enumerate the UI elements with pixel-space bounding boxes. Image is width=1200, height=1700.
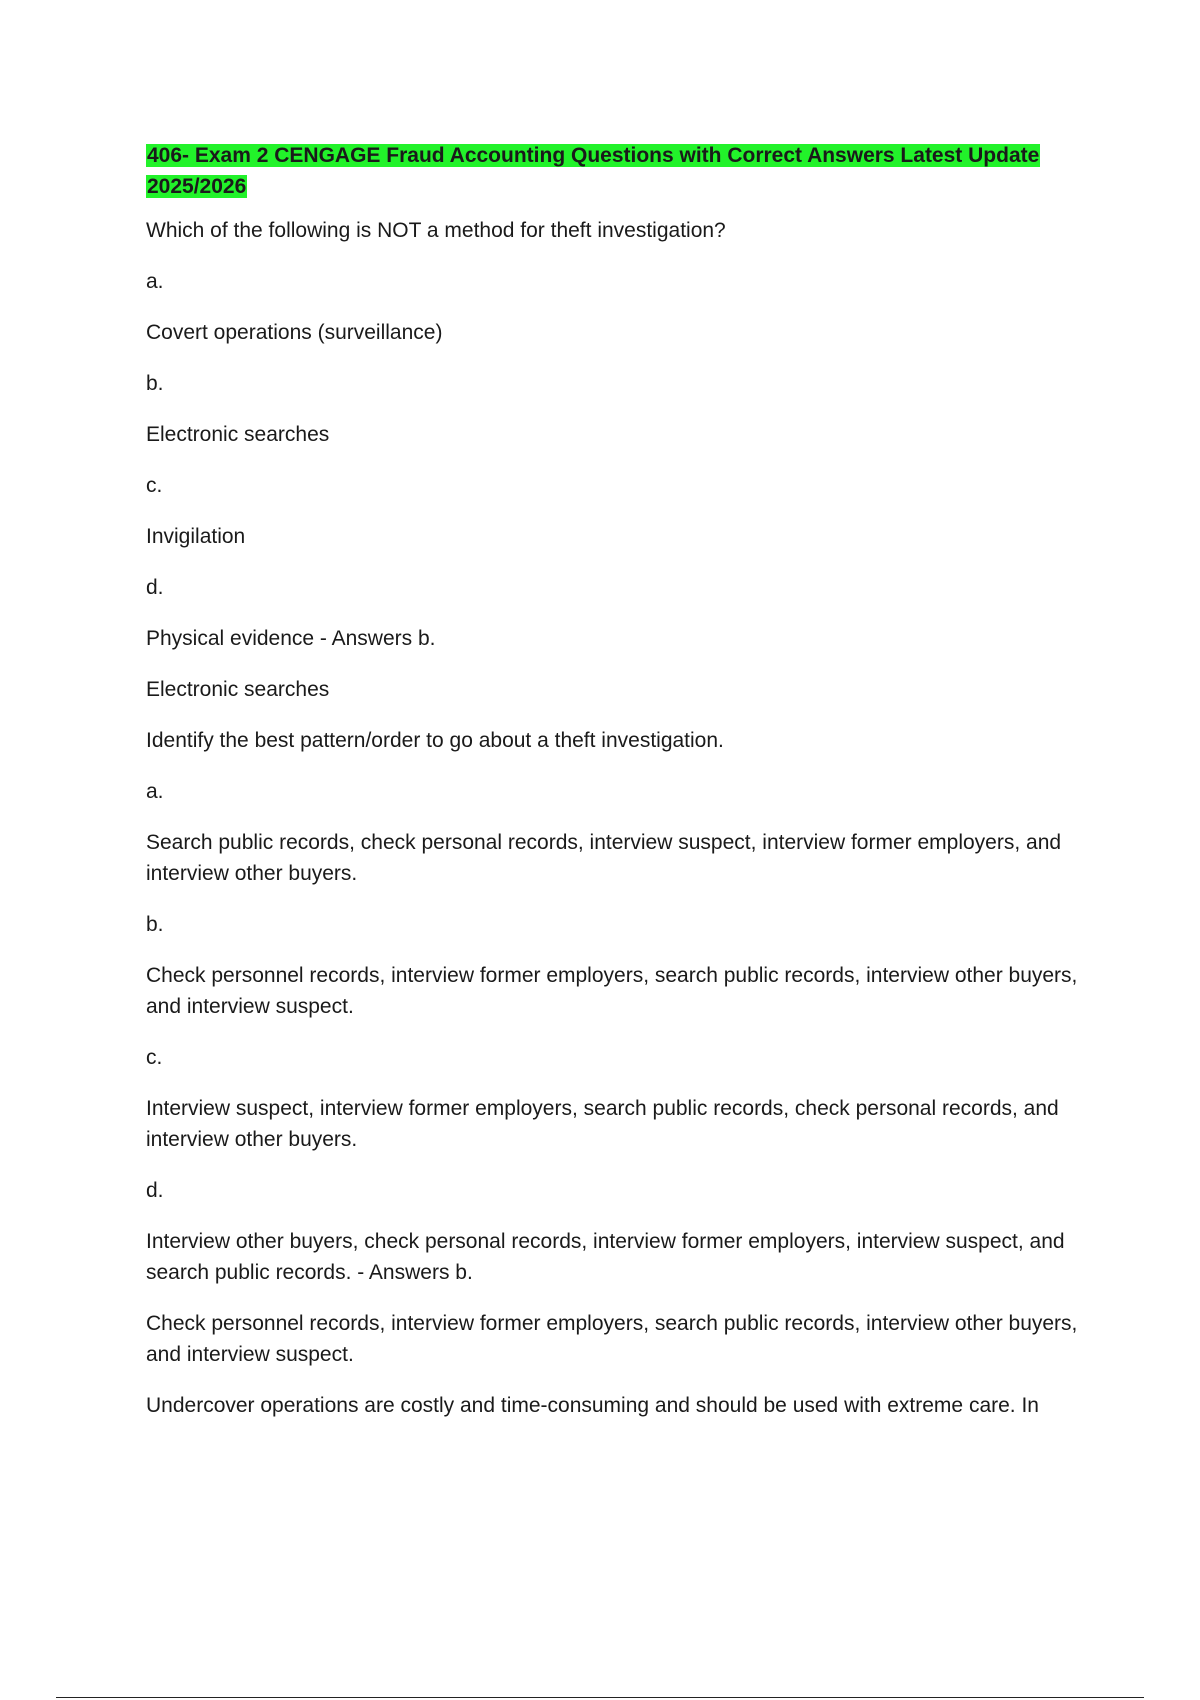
question-1-text: Which of the following is NOT a method for theft investigation? <box>146 219 726 242</box>
q1-option-d-label: d. <box>146 576 164 599</box>
q1-option-b-label: b. <box>146 372 164 395</box>
q2-option-d-label: d. <box>146 1179 164 1202</box>
q2-option-c-text: Interview suspect, interview former employers, search public records, check personal records, and interview other buyers. <box>146 1097 1059 1151</box>
q2-option-a-text: Search public records, check personal records, interview suspect, interview former employers, and interview other buyers. <box>146 831 1062 885</box>
q2-option-b-text: Check personnel records, interview former employers, search public records, interview other buyers, and interview suspect. <box>146 964 1078 1018</box>
q1-option-c-label: c. <box>146 474 163 497</box>
q1-option-d-text: Physical evidence - Answers b. <box>146 627 436 650</box>
q1-option-a-text: Covert operations (surveillance) <box>146 321 443 344</box>
document-body <box>146 140 1106 1441</box>
q1-answer-text: Electronic searches <box>146 678 330 701</box>
q2-option-c-label: c. <box>146 1046 163 1069</box>
title-highlight: 406- Exam 2 CENGAGE Fraud Accounting Questions with Correct Answers Latest Update 2025/2026 <box>147 144 1040 198</box>
q2-option-d-text: Interview other buyers, check personal records, interview former employers, interview suspect, and search public records. - Answers b. <box>146 1230 1065 1284</box>
document-title <box>146 140 1046 202</box>
q2-option-a-label: a. <box>146 780 164 803</box>
q2-answer-text: Check personnel records, interview former employers, search public records, interview other buyers, and interview suspect. <box>146 1312 1078 1366</box>
q2-option-b-label: b. <box>146 913 164 936</box>
q1-option-c-text: Invigilation <box>146 525 246 548</box>
page-bottom-divider <box>56 1697 1144 1698</box>
question-3-text: Undercover operations are costly and time-consuming and should be used with extreme care. In <box>146 1394 1039 1417</box>
q1-option-b-text: Electronic searches <box>146 423 330 446</box>
q1-option-a-label: a. <box>146 270 164 293</box>
question-2-text: Identify the best pattern/order to go about a theft investigation. <box>146 729 724 752</box>
